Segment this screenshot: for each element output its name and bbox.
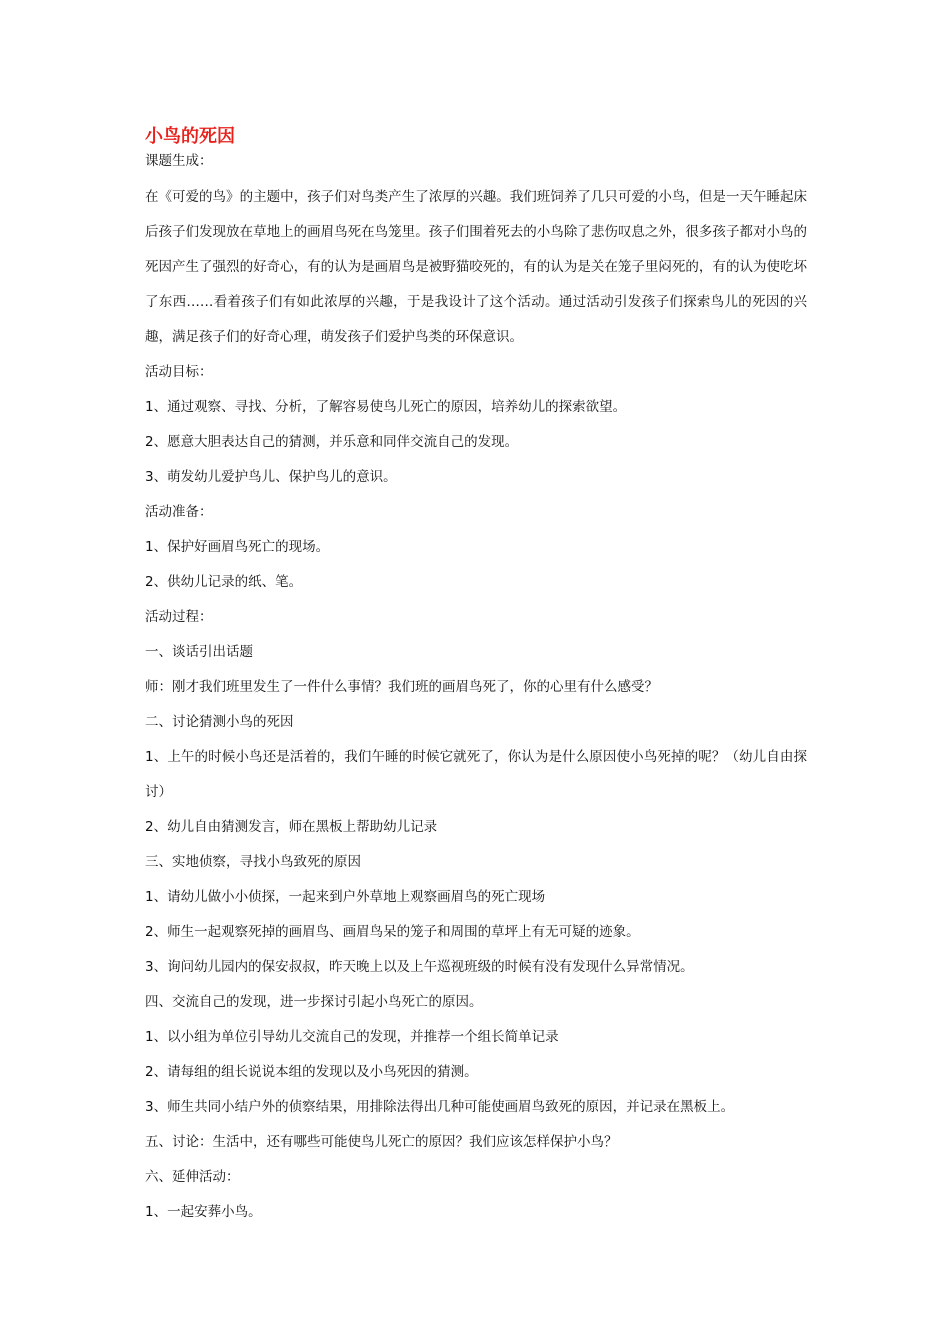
goal-item-2: 2、愿意大胆表达自己的猜测，并乐意和同伴交流自己的发现。 (145, 434, 519, 450)
paragraph-intro: 在《可爱的鸟》的主题中，孩子们对鸟类产生了浓厚的兴趣。我们班饲养了几只可爱的小鸟，但是一天午睡起床后孩子们发现放在草地上的画眉鸟死在鸟笼里。孩子们围着死去的小鸟除了悲伤叹息之外，很多孩子都对小鸟的死因产生了强烈的好奇心，有的认为是画眉鸟是被野猫咬死的，有的认为是关在笼子里闷死的，有的认为使吃坏了东西……看着孩子们有如此浓厚的兴趣，于是我设计了这个活动。通过活动引发孩子们探索鸟儿的死因的兴趣，满足孩子们的好奇心理，萌发孩子们爱护鸟类的环保意识。 (145, 189, 807, 345)
process-step-4-item-2: 2、请每组的组长说说本组的发现以及小鸟死因的猜测。 (145, 1064, 478, 1080)
process-step-2-item-1: 1、上午的时候小鸟还是活着的，我们午睡的时候它就死了，你认为是什么原因使小鸟死掉的呢？（幼儿自由探讨） (145, 749, 807, 800)
document-title: 小鸟的死因 (145, 126, 235, 147)
process-step-4-heading: 四、交流自己的发现，进一步探讨引起小鸟死亡的原因。 (145, 994, 483, 1010)
process-step-3-item-1: 1、请幼儿做小小侦探，一起来到户外草地上观察画眉鸟的死亡现场 (145, 889, 546, 905)
process-step-1-text: 师：刚才我们班里发生了一件什么事情？我们班的画眉鸟死了，你的心里有什么感受？ (145, 679, 658, 695)
process-step-1-heading: 一、谈话引出话题 (145, 644, 253, 660)
process-step-3-heading: 三、实地侦察，寻找小鸟致死的原因 (145, 854, 361, 870)
process-step-2-item-2: 2、幼儿自由猜测发言，师在黑板上帮助幼儿记录 (145, 819, 438, 835)
process-step-3-item-2: 2、师生一起观察死掉的画眉鸟、画眉鸟呆的笼子和周围的草坪上有无可疑的迹象。 (145, 924, 640, 940)
process-step-4-item-1: 1、以小组为单位引导幼儿交流自己的发现，并推荐一个组长简单记录 (145, 1029, 559, 1045)
process-step-5-discussion: 五、讨论：生活中，还有哪些可能使鸟儿死亡的原因？我们应该怎样保护小鸟？ (145, 1134, 618, 1150)
preparation-item-2: 2、供幼儿记录的纸、笔。 (145, 574, 303, 590)
process-step-6-item-1: 1、一起安葬小鸟。 (145, 1204, 262, 1220)
preparation-item-1: 1、保护好画眉鸟死亡的现场。 (145, 539, 330, 555)
section-heading-origin: 课题生成： (145, 153, 213, 169)
section-heading-process: 活动过程： (145, 609, 213, 625)
section-heading-goals: 活动目标： (145, 364, 213, 380)
process-step-2-heading: 二、讨论猜测小鸟的死因 (145, 714, 294, 730)
goal-item-3: 3、萌发幼儿爱护鸟儿、保护鸟儿的意识。 (145, 469, 397, 485)
document-page (145, 124, 807, 1230)
goal-item-1: 1、通过观察、寻找、分析，了解容易使鸟儿死亡的原因，培养幼儿的探索欲望。 (145, 399, 627, 415)
process-step-4-item-3: 3、师生共同小结户外的侦察结果，用排除法得出几种可能使画眉鸟致死的原因，并记录在黑板上。 (145, 1099, 735, 1115)
process-step-6-heading: 六、延伸活动： (145, 1169, 240, 1185)
process-step-3-item-3: 3、询问幼儿园内的保安叔叔，昨天晚上以及上午巡视班级的时候有没有发现什么异常情况。 (145, 959, 694, 975)
section-heading-preparation: 活动准备： (145, 504, 213, 520)
